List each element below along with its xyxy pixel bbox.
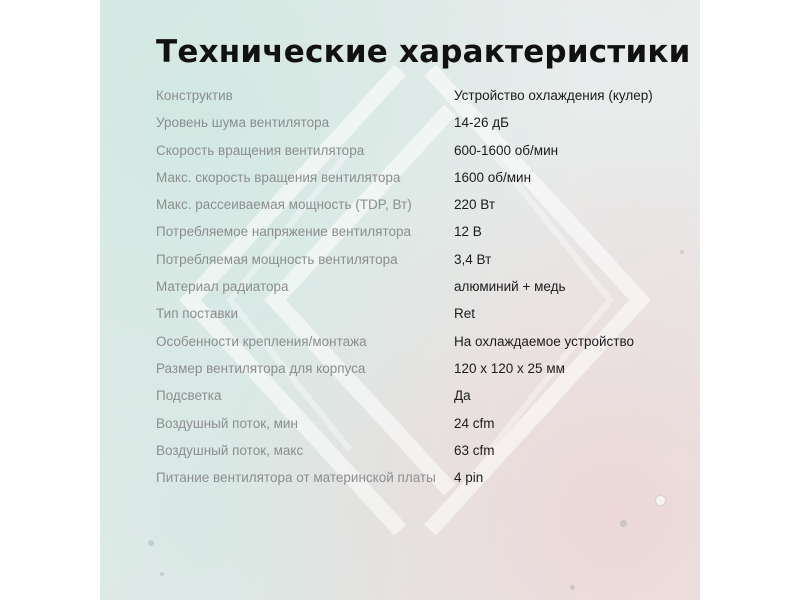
spec-value: Устройство охлаждения (кулер): [454, 88, 653, 103]
spec-row: [156, 300, 686, 327]
texture-speck: [160, 572, 164, 576]
spec-value: 1600 об/мин: [454, 169, 532, 185]
spec-value: 24 cfm: [454, 415, 495, 431]
spec-value: алюминий + медь: [454, 279, 566, 295]
spec-table: [156, 82, 686, 491]
spec-label: Воздушный поток, макс: [156, 442, 304, 458]
spec-value: На охлаждаемое устройство: [454, 333, 635, 349]
spec-value: 220 Вт: [454, 197, 496, 213]
spec-label: Подсветка: [156, 388, 222, 404]
spec-row: [156, 164, 686, 191]
spec-value: 12 В: [454, 224, 482, 240]
spec-label: Макс. рассеиваемая мощность (TDP, Вт): [156, 197, 412, 213]
spec-row: [156, 410, 686, 437]
spec-label: Потребляемое напряжение вентилятора: [156, 224, 412, 240]
spec-label: Конструктив: [156, 88, 233, 103]
spec-value: 14-26 дБ: [454, 115, 510, 131]
spec-row: [156, 109, 686, 136]
spec-value: Ret: [454, 306, 476, 322]
spec-label: Воздушный поток, мин: [156, 415, 298, 431]
texture-speck: [620, 520, 627, 527]
spec-label: Скорость вращения вентилятора: [156, 142, 365, 158]
texture-speck: [570, 585, 575, 590]
spec-label: Материал радиатора: [156, 279, 289, 295]
spec-label: Потребляемая мощность вентилятора: [156, 251, 398, 267]
spec-value: Да: [454, 388, 471, 404]
spec-row: [156, 273, 686, 300]
spec-label: Размер вентилятора для корпуса: [156, 360, 366, 376]
spec-row: [156, 464, 686, 491]
spec-value: 63 cfm: [454, 442, 495, 458]
spec-row: [156, 137, 686, 164]
spec-value: 3,4 Вт: [454, 251, 492, 267]
page-title: Технические характеристики: [156, 34, 691, 70]
texture-speck: [148, 540, 154, 546]
spec-row: [156, 437, 686, 464]
spec-row: [156, 355, 686, 382]
spec-label: Уровень шума вентилятора: [156, 115, 330, 131]
spec-row: [156, 246, 686, 273]
spec-label: Питание вентилятора от материнской платы: [156, 470, 436, 486]
spec-row: [156, 328, 686, 355]
spec-value: 120 x 120 x 25 мм: [454, 360, 565, 376]
spec-label: Тип поставки: [156, 306, 238, 322]
spec-value: 4 pin: [454, 470, 484, 486]
spec-label: Особенности крепления/монтажа: [156, 333, 367, 349]
texture-speck: [655, 495, 666, 506]
spec-row: [156, 218, 686, 245]
spec-row: [156, 82, 686, 109]
spec-card: [100, 0, 700, 600]
spec-value: 600-1600 об/мин: [454, 142, 559, 158]
spec-label: Макс. скорость вращения вентилятора: [156, 169, 401, 185]
spec-row: [156, 191, 686, 218]
spec-row: [156, 382, 686, 409]
